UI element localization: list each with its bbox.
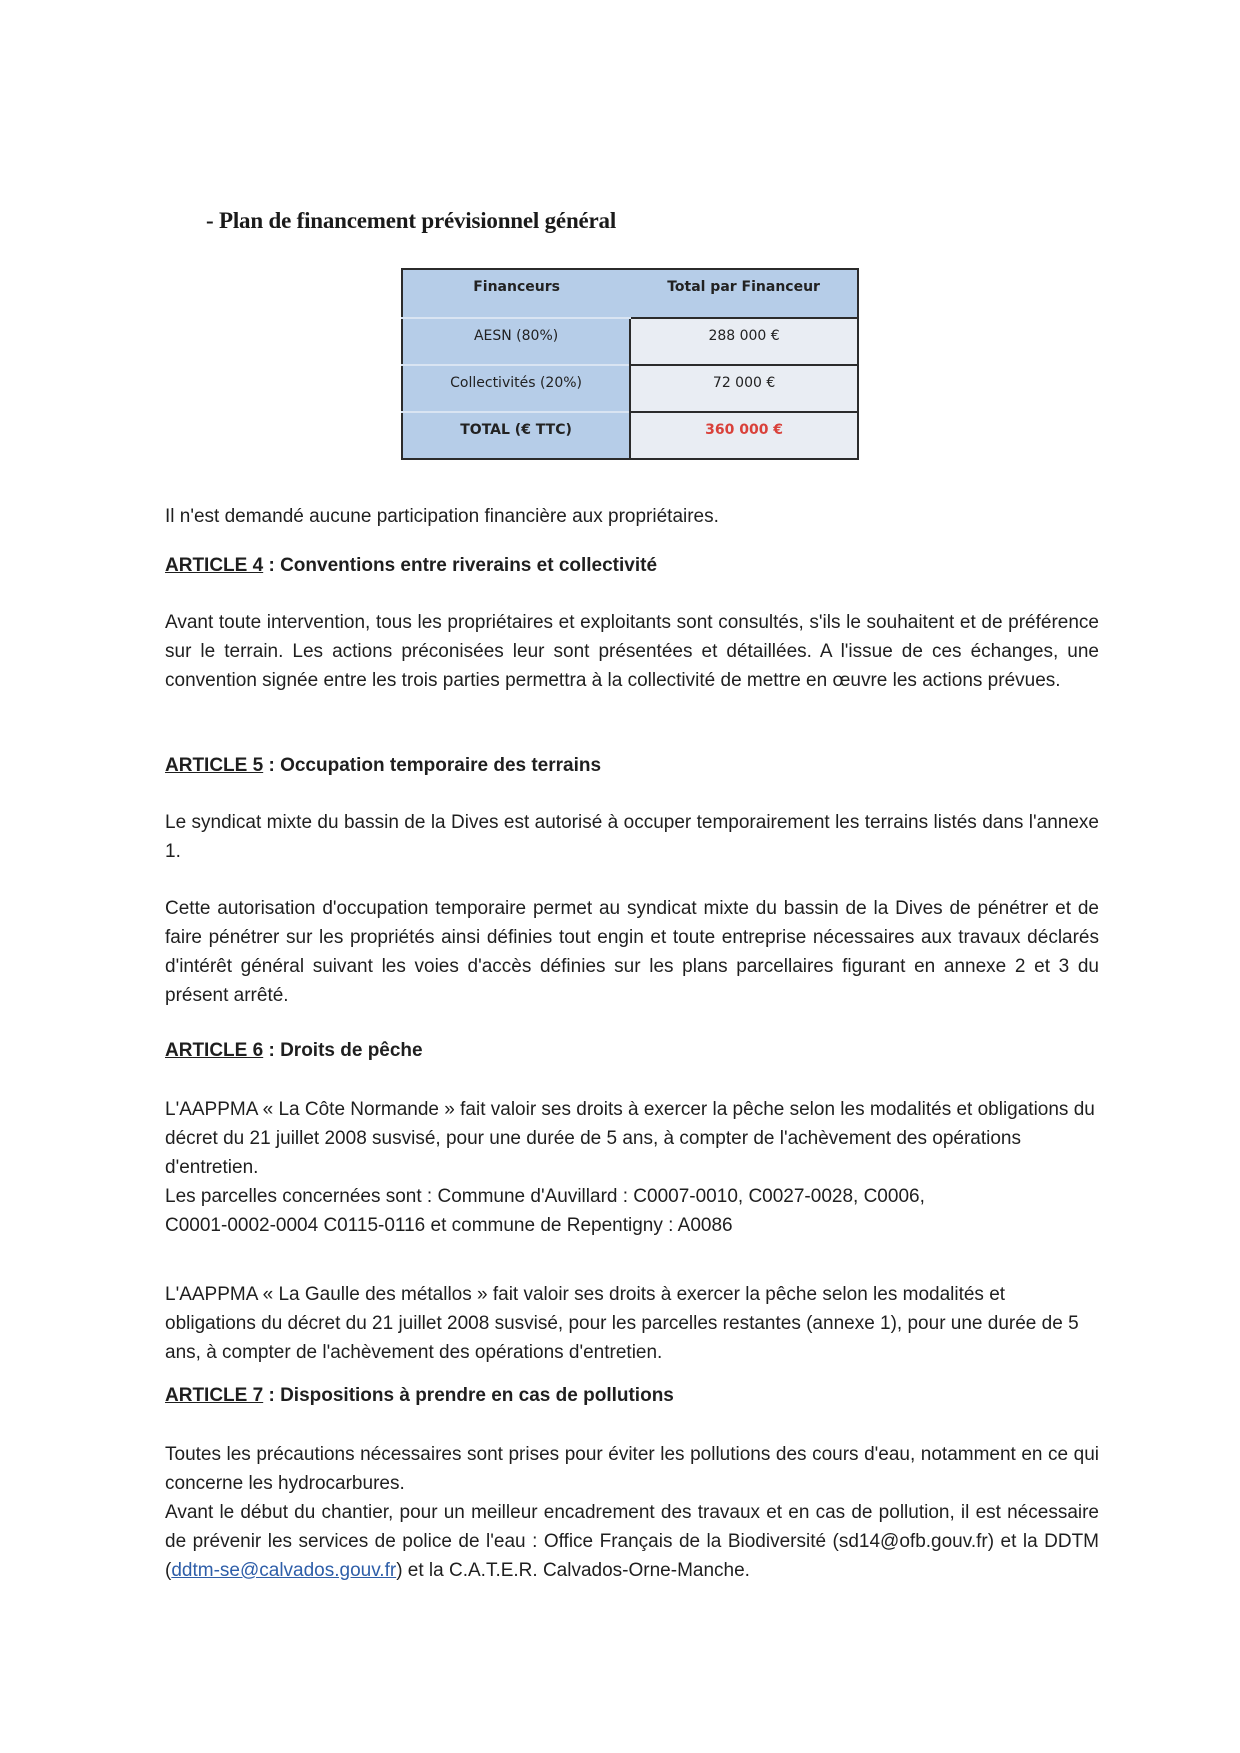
article-7-heading: [165, 1385, 674, 1407]
article-7-paragraph-2: [165, 1498, 1099, 1585]
header-financeurs: Financeurs: [402, 269, 630, 318]
financeur-value: 288 000 €: [630, 318, 858, 365]
article-4-title: : Conventions entre riverains et collectivité: [263, 555, 658, 576]
article-6-title: : Droits de pêche: [263, 1040, 423, 1061]
financeur-value: 72 000 €: [630, 365, 858, 412]
article-6-parcels: Les parcelles concernées sont : Commune d'Auvillard : C0007-0010, C0027-0028, C0006, C0001-0002-0004 C0115-0116 et commune de Repentigny : A0086: [165, 1186, 925, 1236]
total-value: 360 000 €: [630, 412, 858, 459]
article-5-heading: [165, 755, 601, 777]
financing-table: [401, 268, 859, 460]
article-7-text-after-link: ) et la C.A.T.E.R. Calvados-Orne-Manche.: [396, 1560, 750, 1581]
article-6-heading: [165, 1040, 423, 1062]
article-4-heading: [165, 555, 657, 577]
financeur-label: Collectivités (20%): [402, 365, 630, 412]
article-5-number: ARTICLE 5: [165, 755, 264, 776]
article-5-title: : Occupation temporaire des terrains: [263, 755, 602, 776]
article-7-number: ARTICLE 7: [165, 1385, 264, 1406]
ddtm-email-link[interactable]: ddtm-se@calvados.gouv.fr: [171, 1560, 397, 1581]
article-6-number: ARTICLE 6: [165, 1040, 264, 1061]
header-total: Total par Financeur: [630, 269, 858, 318]
table-row: [402, 318, 858, 365]
article-5-paragraph-2: Cette autorisation d'occupation temporaire permet au syndicat mixte du bassin de la Dives de pénétrer et de faire pénétrer sur les propriétés ainsi définies tout engin et toute entreprise nécessaires aux travaux déclarés d'intérêt général suivant les voies d'accès définies sur les plans parcellaires figurant en annexe 2 et 3 du présent arrêté.: [165, 898, 1099, 1006]
article-7-paragraph-1: Toutes les précautions nécessaires sont prises pour éviter les pollutions des cours d'eau, notamment en ce qui concerne les hydrocarbures.: [165, 1444, 1099, 1494]
article-6-paragraph-1: L'AAPPMA « La Côte Normande » fait valoir ses droits à exercer la pêche selon les modalités et obligations du décret du 21 juillet 2008 susvisé, pour une durée de 5 ans, à compter de l'achèvement des opérations d'entretien.: [165, 1099, 1095, 1178]
no-participation-text: Il n'est demandé aucune participation financière aux propriétaires.: [165, 506, 719, 527]
table-row: [402, 365, 858, 412]
article-4-paragraph: Avant toute intervention, tous les propriétaires et exploitants sont consultés, s'ils le souhaitent et de préférence sur le terrain. Les actions préconisées leur sont présentées et détaillées. A l'issue de ces échanges, une convention signée entre les trois parties permettra à la collectivité de mettre en œuvre les actions prévues.: [165, 612, 1099, 691]
article-4-number: ARTICLE 4: [165, 555, 264, 576]
total-label: TOTAL (€ TTC): [402, 412, 630, 459]
article-6-paragraph-2: L'AAPPMA « La Gaulle des métallos » fait valoir ses droits à exercer la pêche selon les modalités et obligations du décret du 21 juillet 2008 susvisé, pour les parcelles restantes (annexe 1), pour une durée de 5 ans, à compter de l'achèvement des opérations d'entretien.: [165, 1284, 1079, 1363]
article-7-text-before-link: Avant le début du chantier, pour un meilleur encadrement des travaux et en cas de pollution, il est nécessaire de prévenir les services de police de l'eau : Office Français de la Biodiversité (sd14@ofb.gouv.fr) et la DDTM (: [165, 1502, 1099, 1581]
financeur-label: AESN (80%): [402, 318, 630, 365]
table-header-row: [402, 269, 858, 318]
section-title: - Plan de financement prévisionnel général: [206, 208, 617, 233]
article-7-title: : Dispositions à prendre en cas de pollutions: [263, 1385, 674, 1406]
table-total-row: [402, 412, 858, 459]
article-5-paragraph-1: Le syndicat mixte du bassin de la Dives est autorisé à occuper temporairement les terrains listés dans l'annexe 1.: [165, 812, 1099, 862]
